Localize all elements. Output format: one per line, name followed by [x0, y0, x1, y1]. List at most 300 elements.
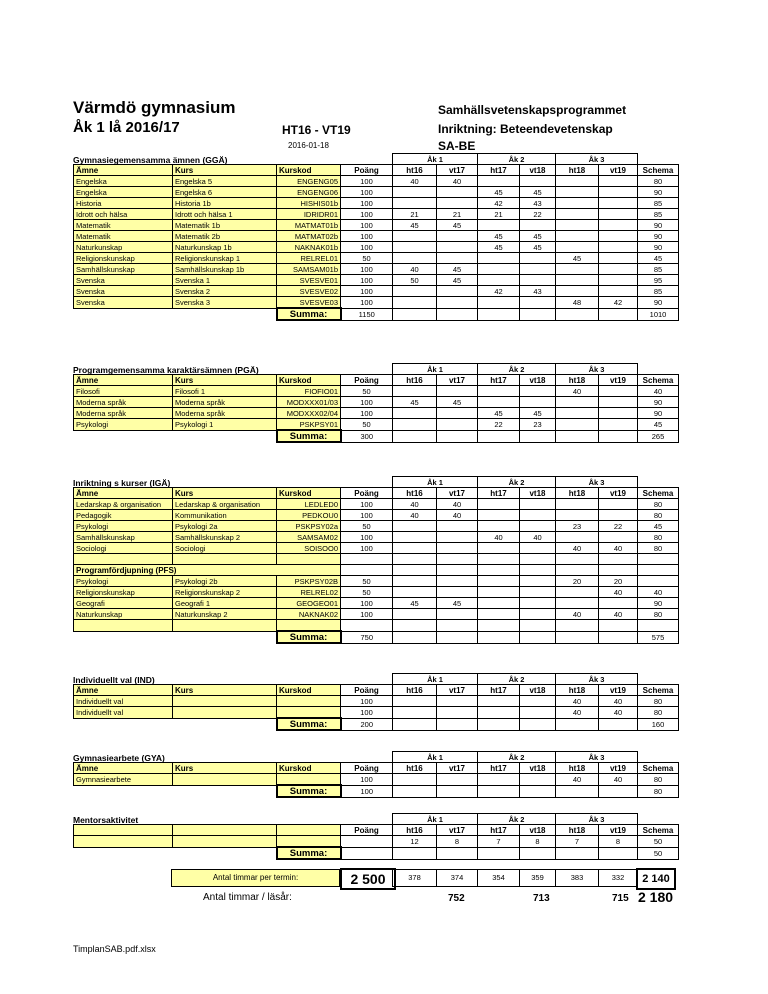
cell-kurs: Psykologi 2b — [173, 576, 277, 587]
empty-cell — [556, 620, 599, 632]
cell-poang: 100 — [341, 286, 393, 297]
mentor-value: 12 — [393, 836, 437, 848]
spacer — [173, 430, 277, 442]
cell-ht18: 40 — [556, 609, 599, 620]
cell-ht16 — [393, 521, 437, 532]
cell-vt18 — [520, 275, 556, 286]
cell-poang: 100 — [341, 187, 393, 198]
cell-ht16 — [393, 242, 437, 253]
empty-cell — [341, 836, 393, 848]
cell-schema: 90 — [638, 242, 679, 253]
cell-ht17 — [478, 397, 520, 408]
cell-vt17 — [437, 297, 478, 309]
spacer — [173, 477, 277, 488]
cell-vt18 — [520, 499, 556, 510]
spacer — [74, 674, 173, 685]
cell-ht17 — [478, 275, 520, 286]
cell-vt18 — [520, 176, 556, 187]
cell-vt18 — [520, 510, 556, 521]
empty-cell — [437, 565, 478, 576]
cell-ht18 — [556, 419, 599, 431]
cell-vt19 — [599, 220, 638, 231]
table-row — [74, 220, 679, 231]
col-header-vt18: vt18 — [520, 165, 556, 176]
sum-poang: 100 — [341, 785, 393, 797]
spacer — [277, 674, 341, 685]
col-header-ht17: ht17 — [478, 488, 520, 499]
cell-vt18: 23 — [520, 419, 556, 431]
cell-vt19 — [599, 510, 638, 521]
cell-ht18: 40 — [556, 707, 599, 719]
cell-ht16 — [393, 774, 437, 786]
cell-kurskod: NAKNAK01b — [277, 242, 341, 253]
cell-vt17 — [437, 774, 478, 786]
cell-ht16: 21 — [393, 209, 437, 220]
cell-schema: 40 — [638, 386, 679, 397]
cell-ht18 — [556, 408, 599, 419]
cell-amne: Naturkunskap — [74, 242, 173, 253]
cell-poang: 100 — [341, 297, 393, 309]
cell-amne: Historia — [74, 198, 173, 209]
cell-vt17 — [437, 543, 478, 554]
cell-amne: Idrott och hälsa — [74, 209, 173, 220]
cell-ht18 — [556, 499, 599, 510]
empty-cell — [277, 836, 341, 848]
spacer — [277, 752, 341, 763]
cell-vt19: 40 — [599, 774, 638, 786]
cell-amne: Psykologi — [74, 521, 173, 532]
ak3-header: Åk 3 — [556, 674, 638, 685]
ak1-header: Åk 1 — [393, 364, 478, 375]
cell-ht16: 40 — [393, 176, 437, 187]
cell-ht17 — [478, 707, 520, 719]
empty-cell — [478, 308, 520, 320]
table-row — [74, 774, 679, 786]
col-header-schema: Schema — [638, 763, 679, 774]
table-row — [74, 176, 679, 187]
cell-schema: 80 — [638, 543, 679, 554]
cell-vt19 — [599, 198, 638, 209]
cell-poang: 100 — [341, 408, 393, 419]
empty-cell — [520, 785, 556, 797]
cell-schema: 85 — [638, 264, 679, 275]
cell-kurs: Kommunikation — [173, 510, 277, 521]
empty-cell — [437, 847, 478, 859]
cell-vt17 — [437, 521, 478, 532]
spacer — [173, 847, 277, 859]
cell-amne: Samhällskunskap — [74, 264, 173, 275]
col-header-kurs: Kurs — [173, 375, 277, 386]
empty-cell — [341, 620, 393, 632]
table-gga — [73, 153, 679, 321]
empty-cell — [393, 718, 437, 730]
cell-amne: Religionskunskap — [74, 587, 173, 598]
cell-vt18 — [520, 774, 556, 786]
per-termin-value: 374 — [436, 869, 478, 887]
spacer — [173, 631, 277, 643]
cell-ht18 — [556, 510, 599, 521]
table-row — [74, 587, 679, 598]
col-header-vt17: vt17 — [437, 165, 478, 176]
table-row — [74, 707, 679, 719]
spacer — [341, 477, 393, 488]
sum-schema: 575 — [638, 631, 679, 643]
ak3-header: Åk 3 — [556, 154, 638, 165]
col-header-vt17: vt17 — [437, 375, 478, 386]
col-header-schema: Schema — [638, 375, 679, 386]
cell-ht16 — [393, 187, 437, 198]
col-header-amne: Ämne — [74, 488, 173, 499]
cell-kurskod: MODXXX01/03 — [277, 397, 341, 408]
cell-schema: 40 — [638, 587, 679, 598]
cell-schema: 80 — [638, 532, 679, 543]
cell-poang: 100 — [341, 707, 393, 719]
cell-vt18: 43 — [520, 198, 556, 209]
cell-ht16 — [393, 386, 437, 397]
col-header-vt18: vt18 — [520, 488, 556, 499]
cell-poang: 50 — [341, 419, 393, 431]
table-row — [74, 609, 679, 620]
cell-vt19 — [599, 264, 638, 275]
col-header-ht16: ht16 — [393, 375, 437, 386]
cell-vt18: 45 — [520, 408, 556, 419]
cell-kurskod: MATMAT01b — [277, 220, 341, 231]
cell-ht18: 40 — [556, 696, 599, 707]
sum-schema: 1010 — [638, 308, 679, 320]
cell-vt19 — [599, 253, 638, 264]
cell-ht18 — [556, 286, 599, 297]
cell-kurskod: SAMSAM01b — [277, 264, 341, 275]
empty-cell — [478, 554, 520, 565]
cell-vt18: 43 — [520, 286, 556, 297]
cell-poang: 100 — [341, 543, 393, 554]
section-title-iga: Inriktning s kurser (IGÄ) — [73, 478, 171, 488]
summa-row — [74, 631, 679, 643]
col-header-kurskod: Kurskod — [277, 763, 341, 774]
cell-vt18: 45 — [520, 187, 556, 198]
cell-vt19: 20 — [599, 576, 638, 587]
col-header-vt18: vt18 — [520, 375, 556, 386]
total-poang: 2 500 — [340, 868, 396, 890]
cell-kurskod: NAKNAK02 — [277, 609, 341, 620]
empty-cell — [599, 565, 638, 576]
cell-poang: 100 — [341, 198, 393, 209]
empty-cell — [520, 565, 556, 576]
summa-row — [74, 430, 679, 442]
col-header-amne: Ämne — [74, 375, 173, 386]
table-row — [74, 419, 679, 431]
cell-kurs: Psykologi 2a — [173, 521, 277, 532]
spacer — [74, 477, 173, 488]
mentor-value: 8 — [520, 836, 556, 848]
cell-poang: 100 — [341, 397, 393, 408]
spacer — [341, 674, 393, 685]
cell-ht17 — [478, 253, 520, 264]
col-header-ht18: ht18 — [556, 165, 599, 176]
spacer — [173, 154, 277, 165]
cell-ht17 — [478, 499, 520, 510]
cell-kurskod: HISHIS01b — [277, 198, 341, 209]
section-title-gga: Gymnasiegemensamma ämnen (GGÄ) — [73, 155, 228, 165]
empty-cell — [478, 847, 520, 859]
cell-ht16 — [393, 198, 437, 209]
cell-ht17 — [478, 587, 520, 598]
col-header-ht18: ht18 — [556, 763, 599, 774]
cell-vt17 — [437, 419, 478, 431]
empty-cell — [478, 565, 520, 576]
spacer — [74, 814, 173, 825]
col-header-ht18: ht18 — [556, 488, 599, 499]
col-header-ht17: ht17 — [478, 375, 520, 386]
ak2-header: Åk 2 — [478, 364, 556, 375]
cell-poang: 100 — [341, 176, 393, 187]
empty-cell — [478, 620, 520, 632]
cell-poang: 100 — [341, 774, 393, 786]
ak3-header: Åk 3 — [556, 814, 638, 825]
cell-vt19 — [599, 408, 638, 419]
empty-cell — [393, 631, 437, 643]
cell-kurskod: RELREL02 — [277, 587, 341, 598]
cell-vt19 — [599, 242, 638, 253]
cell-amne: Moderna språk — [74, 397, 173, 408]
cell-kurs — [173, 707, 277, 719]
cell-ht17 — [478, 774, 520, 786]
col-header-kurs: Kurs — [173, 763, 277, 774]
cell-kurs: Psykologi 1 — [173, 419, 277, 431]
cell-poang: 50 — [341, 386, 393, 397]
cell-ht18 — [556, 587, 599, 598]
ak2-header: Åk 2 — [478, 674, 556, 685]
cell-ht17 — [478, 510, 520, 521]
cell-amne: Filosofi — [74, 386, 173, 397]
col-header-kurskod: Kurskod — [277, 685, 341, 696]
empty-cell — [393, 430, 437, 442]
col-header-kurskod: Kurskod — [277, 488, 341, 499]
empty-cell — [520, 631, 556, 643]
cell-vt17 — [437, 576, 478, 587]
cell-amne: Svenska — [74, 286, 173, 297]
col-header-vt19: vt19 — [599, 165, 638, 176]
cell-kurskod: PSKPSY01 — [277, 419, 341, 431]
table-gya — [73, 751, 679, 798]
col-header-vt18: vt18 — [520, 763, 556, 774]
cell-vt18 — [520, 297, 556, 309]
cell-vt19 — [599, 231, 638, 242]
table-row — [74, 286, 679, 297]
cell-ht16 — [393, 231, 437, 242]
empty-cell — [393, 308, 437, 320]
table-row — [74, 397, 679, 408]
empty-cell — [393, 620, 437, 632]
sum-poang: 750 — [341, 631, 393, 643]
spacer — [74, 631, 173, 643]
cell-ht17 — [478, 176, 520, 187]
cell-vt18 — [520, 264, 556, 275]
ak2-header: Åk 2 — [478, 477, 556, 488]
cell-vt19: 40 — [599, 696, 638, 707]
cell-poang: 100 — [341, 231, 393, 242]
cell-vt17 — [437, 609, 478, 620]
col-header-ht17: ht17 — [478, 763, 520, 774]
cell-kurskod: GEOGEO01 — [277, 598, 341, 609]
empty-cell — [478, 430, 520, 442]
cell-kurskod: PSKPSY02a — [277, 521, 341, 532]
cell-ht18: 40 — [556, 774, 599, 786]
cell-vt17 — [437, 408, 478, 419]
empty-cell — [599, 620, 638, 632]
spacer — [173, 364, 277, 375]
cell-ht17 — [478, 297, 520, 309]
cell-amne: Ledarskap & organisation — [74, 499, 173, 510]
spacer — [638, 364, 679, 375]
cell-vt18: 45 — [520, 231, 556, 242]
cell-ht17 — [478, 386, 520, 397]
cell-vt17 — [437, 386, 478, 397]
cell-ht18 — [556, 209, 599, 220]
cell-vt19 — [599, 499, 638, 510]
spacer — [173, 308, 277, 320]
cell-vt17 — [437, 187, 478, 198]
cell-amne: Svenska — [74, 297, 173, 309]
ak3-header: Åk 3 — [556, 477, 638, 488]
ak3-header: Åk 3 — [556, 752, 638, 763]
cell-poang: 50 — [341, 253, 393, 264]
col-header-vt19: vt19 — [599, 825, 638, 836]
spacer — [341, 814, 393, 825]
spacer — [341, 364, 393, 375]
cell-ht18: 23 — [556, 521, 599, 532]
cell-vt18 — [520, 587, 556, 598]
empty-cell — [556, 554, 599, 565]
cell-ht17: 21 — [478, 209, 520, 220]
empty-cell — [341, 554, 393, 565]
cell-vt17: 40 — [437, 510, 478, 521]
cell-vt19: 40 — [599, 587, 638, 598]
cell-kurs: Engelska 5 — [173, 176, 277, 187]
cell-poang: 100 — [341, 209, 393, 220]
col-header-vt19: vt19 — [599, 375, 638, 386]
empty-cell — [556, 847, 599, 859]
empty-cell — [74, 836, 173, 848]
cell-kurskod: MATMAT02b — [277, 231, 341, 242]
cell-kurskod: IDRIDR01 — [277, 209, 341, 220]
cell-vt19: 42 — [599, 297, 638, 309]
table-row — [74, 209, 679, 220]
cell-amne: Engelska — [74, 176, 173, 187]
cell-poang: 100 — [341, 609, 393, 620]
cell-schema: 95 — [638, 275, 679, 286]
mentor-value: 50 — [638, 836, 679, 848]
sum-poang: 300 — [341, 430, 393, 442]
cell-schema: 90 — [638, 408, 679, 419]
sum-poang: 1150 — [341, 308, 393, 320]
cell-ht16: 40 — [393, 264, 437, 275]
empty-cell — [277, 554, 341, 565]
cell-vt17: 21 — [437, 209, 478, 220]
cell-schema: 90 — [638, 187, 679, 198]
cell-vt17 — [437, 707, 478, 719]
spacer — [74, 430, 173, 442]
cell-kurskod — [277, 707, 341, 719]
col-header-kurskod — [277, 825, 341, 836]
total-lasar: 2 180 — [638, 889, 674, 905]
cell-vt19: 22 — [599, 521, 638, 532]
footer-filename: TimplanSAB.pdf.xlsx — [73, 944, 156, 954]
cell-vt19 — [599, 209, 638, 220]
spacer — [74, 847, 173, 859]
cell-ht16 — [393, 286, 437, 297]
empty-cell — [556, 631, 599, 643]
cell-ht17: 45 — [478, 408, 520, 419]
cell-schema: 80 — [638, 499, 679, 510]
spacer — [173, 674, 277, 685]
period: HT16 - VT19 — [282, 123, 351, 137]
table-mentor — [73, 813, 679, 860]
cell-vt18: 40 — [520, 532, 556, 543]
col-header-poang: Poäng — [341, 165, 393, 176]
table-row — [74, 198, 679, 209]
cell-amne: Engelska — [74, 187, 173, 198]
cell-kurs: Naturkunskap 1b — [173, 242, 277, 253]
cell-ht17 — [478, 220, 520, 231]
cell-ht17 — [478, 576, 520, 587]
empty-cell — [478, 785, 520, 797]
summa-label: Summa: — [277, 631, 341, 643]
cell-ht16 — [393, 576, 437, 587]
col-header-vt17: vt17 — [437, 488, 478, 499]
cell-amne: Samhällskunskap — [74, 532, 173, 543]
table-row — [74, 521, 679, 532]
program-code: SA-BE — [438, 139, 476, 153]
cell-amne: Psykologi — [74, 576, 173, 587]
cell-ht18 — [556, 231, 599, 242]
col-header-poang: Poäng — [341, 825, 393, 836]
empty-cell — [478, 718, 520, 730]
summa-label: Summa: — [277, 785, 341, 797]
empty-cell — [556, 565, 599, 576]
table-row — [74, 264, 679, 275]
cell-kurs: Religionskunskap 1 — [173, 253, 277, 264]
cell-kurs: Matematik 2b — [173, 231, 277, 242]
empty-cell — [556, 308, 599, 320]
col-header-schema: Schema — [638, 488, 679, 499]
col-header-ht16: ht16 — [393, 685, 437, 696]
cell-poang: 100 — [341, 532, 393, 543]
cell-kurs: Geografi 1 — [173, 598, 277, 609]
ak2-header: Åk 2 — [478, 814, 556, 825]
cell-ht17: 42 — [478, 286, 520, 297]
sum-schema: 160 — [638, 718, 679, 730]
cell-amne: Geografi — [74, 598, 173, 609]
mentor-value: 7 — [556, 836, 599, 848]
year-line: Åk 1 lå 2016/17 — [73, 119, 180, 136]
table-row — [74, 253, 679, 264]
empty-cell — [638, 565, 679, 576]
sum-schema: 80 — [638, 785, 679, 797]
spacer — [638, 674, 679, 685]
spacer — [173, 814, 277, 825]
inriktning: Inriktning: Beteendevetenskap — [438, 122, 613, 136]
section-title-pga: Programgemensamma karaktärsämnen (PGÄ) — [73, 365, 259, 375]
cell-schema: 80 — [638, 707, 679, 719]
sum-schema: 265 — [638, 430, 679, 442]
cell-schema — [638, 576, 679, 587]
empty-cell — [520, 847, 556, 859]
cell-ht17 — [478, 696, 520, 707]
cell-ht17: 42 — [478, 198, 520, 209]
empty-cell — [437, 308, 478, 320]
table-row — [74, 275, 679, 286]
